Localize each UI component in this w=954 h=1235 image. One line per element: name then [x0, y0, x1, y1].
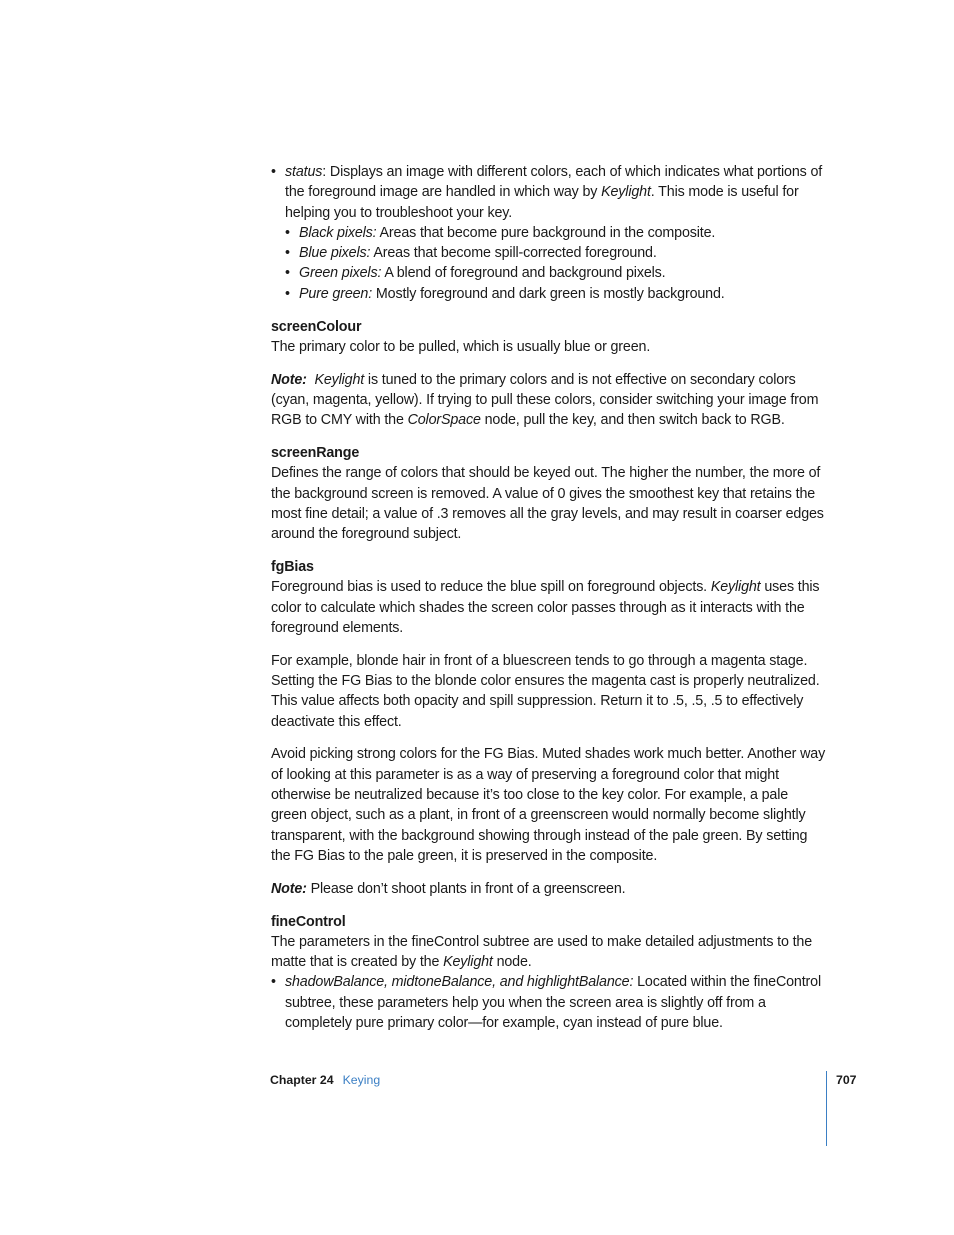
sub-item-green	[271, 263, 827, 283]
finecontrol-bullet-text: Located within the fineControl subtree, these parameters help you when the screen area is slightly off from a completely pure primary color—for example, cyan instead of pure blue.	[285, 974, 821, 1031]
fgbias-text-end: uses this color to calculate which shades the screen color passes through as it interacts with the foreground elements.	[271, 579, 820, 636]
sub-item-text: A blend of foreground and background pixels.	[381, 265, 666, 282]
status-bullet	[271, 162, 827, 223]
keylight-term: Keylight	[601, 184, 651, 201]
sub-item-text: Mostly foreground and dark green is mostly background.	[372, 285, 725, 302]
finecontrol-text: The parameters in the fineControl subtree are used to make detailed adjustments to the matte that is created by the	[271, 933, 813, 971]
screencolour-note	[271, 370, 827, 431]
fgbias-text: Foreground bias is used to reduce the blue spill on foreground objects.	[271, 579, 711, 596]
page-content	[271, 162, 827, 1033]
status-term: status	[285, 164, 323, 180]
sub-item-term: Green pixels:	[299, 265, 382, 282]
footer-chapter: Chapter 24	[270, 1073, 334, 1087]
status-text-end: . This mode is useful for helping you to troubleshoot your key.	[285, 184, 799, 221]
keylight-term: Keylight	[710, 579, 761, 596]
sub-item-term: Pure green:	[299, 285, 373, 302]
page-footer	[270, 1071, 380, 1089]
balance-terms: shadowBalance, midtoneBalance, and highlightBalance:	[285, 974, 634, 991]
finecontrol-body	[271, 932, 827, 973]
screencolour-body: The primary color to be pulled, which is usually blue or green.	[271, 338, 651, 355]
sub-item-pure-green	[271, 284, 827, 304]
fgbias-body-1	[271, 577, 827, 638]
keylight-term: Keylight	[443, 954, 493, 971]
bullet-glyph: •	[285, 224, 290, 241]
sub-item-term: Blue pixels:	[299, 245, 371, 262]
status-text: : Displays an image with different colors, each of which indicates what portions of the foreground image are handled in which way by	[285, 164, 823, 201]
bullet-glyph: •	[285, 265, 290, 282]
finecontrol-text-end: node.	[492, 954, 532, 971]
screencolour-heading: screenColour	[271, 318, 362, 335]
note-label: Note:	[271, 880, 307, 897]
footer-section-link[interactable]: Keying	[342, 1073, 381, 1087]
note-text: is tuned to the primary colors and is not effective on secondary colors (cyan, magenta, yellow). If trying to pull these colors, consider switching your image from RGB to CMY with the	[271, 371, 819, 429]
sub-item-black	[271, 223, 827, 243]
bullet-glyph: •	[271, 164, 276, 180]
sub-item-blue	[271, 243, 827, 263]
screenrange-heading: screenRange	[271, 445, 360, 462]
page-number: 707	[836, 1073, 857, 1087]
finecontrol-bullet	[271, 972, 827, 1033]
note-label: Note:	[271, 371, 307, 388]
footer-divider	[826, 1071, 827, 1146]
keylight-term: Keylight	[314, 371, 365, 388]
bullet-glyph: •	[271, 974, 276, 991]
fgbias-note	[271, 879, 827, 899]
note-text: Please don’t shoot plants in front of a greenscreen.	[306, 880, 626, 897]
sub-item-text: Areas that become spill-corrected foreground.	[370, 245, 657, 262]
bullet-glyph: •	[285, 245, 290, 262]
fgbias-body-2: For example, blonde hair in front of a bluescreen tends to go through a magenta stage. Setting the FG Bias to the blonde color ensures the magenta cast is properly neutralized. This value affects both opacity and spill suppression. Return it to .5, .5, .5 to effectively deactivate this effect.	[271, 652, 820, 730]
sub-item-term: Black pixels:	[299, 224, 377, 241]
note-text-end: node, pull the key, and then switch back to RGB.	[480, 412, 785, 429]
fgbias-heading: fgBias	[271, 559, 314, 576]
colorspace-term: ColorSpace	[407, 412, 481, 429]
bullet-glyph: •	[285, 285, 290, 302]
screenrange-body: Defines the range of colors that should be keyed out. The higher the number, the more of the background screen is removed. A value of 0 gives the smoothest key that retains the most fine detail; a value of .3 removes all the gray levels, and may result in coarser edges around the foreground subject.	[271, 465, 824, 543]
sub-item-text: Areas that become pure background in the composite.	[376, 224, 716, 241]
finecontrol-heading: fineControl	[271, 913, 346, 930]
fgbias-body-3: Avoid picking strong colors for the FG Bias. Muted shades work much better. Another way of looking at this parameter is as a way of preserving a foreground color that might otherwise be neutralized because it’s too close to the key color. For example, a pale green object, such as a plant, in front of a greenscreen would normally become slightly transparent, with the background showing through instead of the pale green. By setting the FG Bias to the pale green, it is preserved in the composite.	[271, 746, 826, 864]
